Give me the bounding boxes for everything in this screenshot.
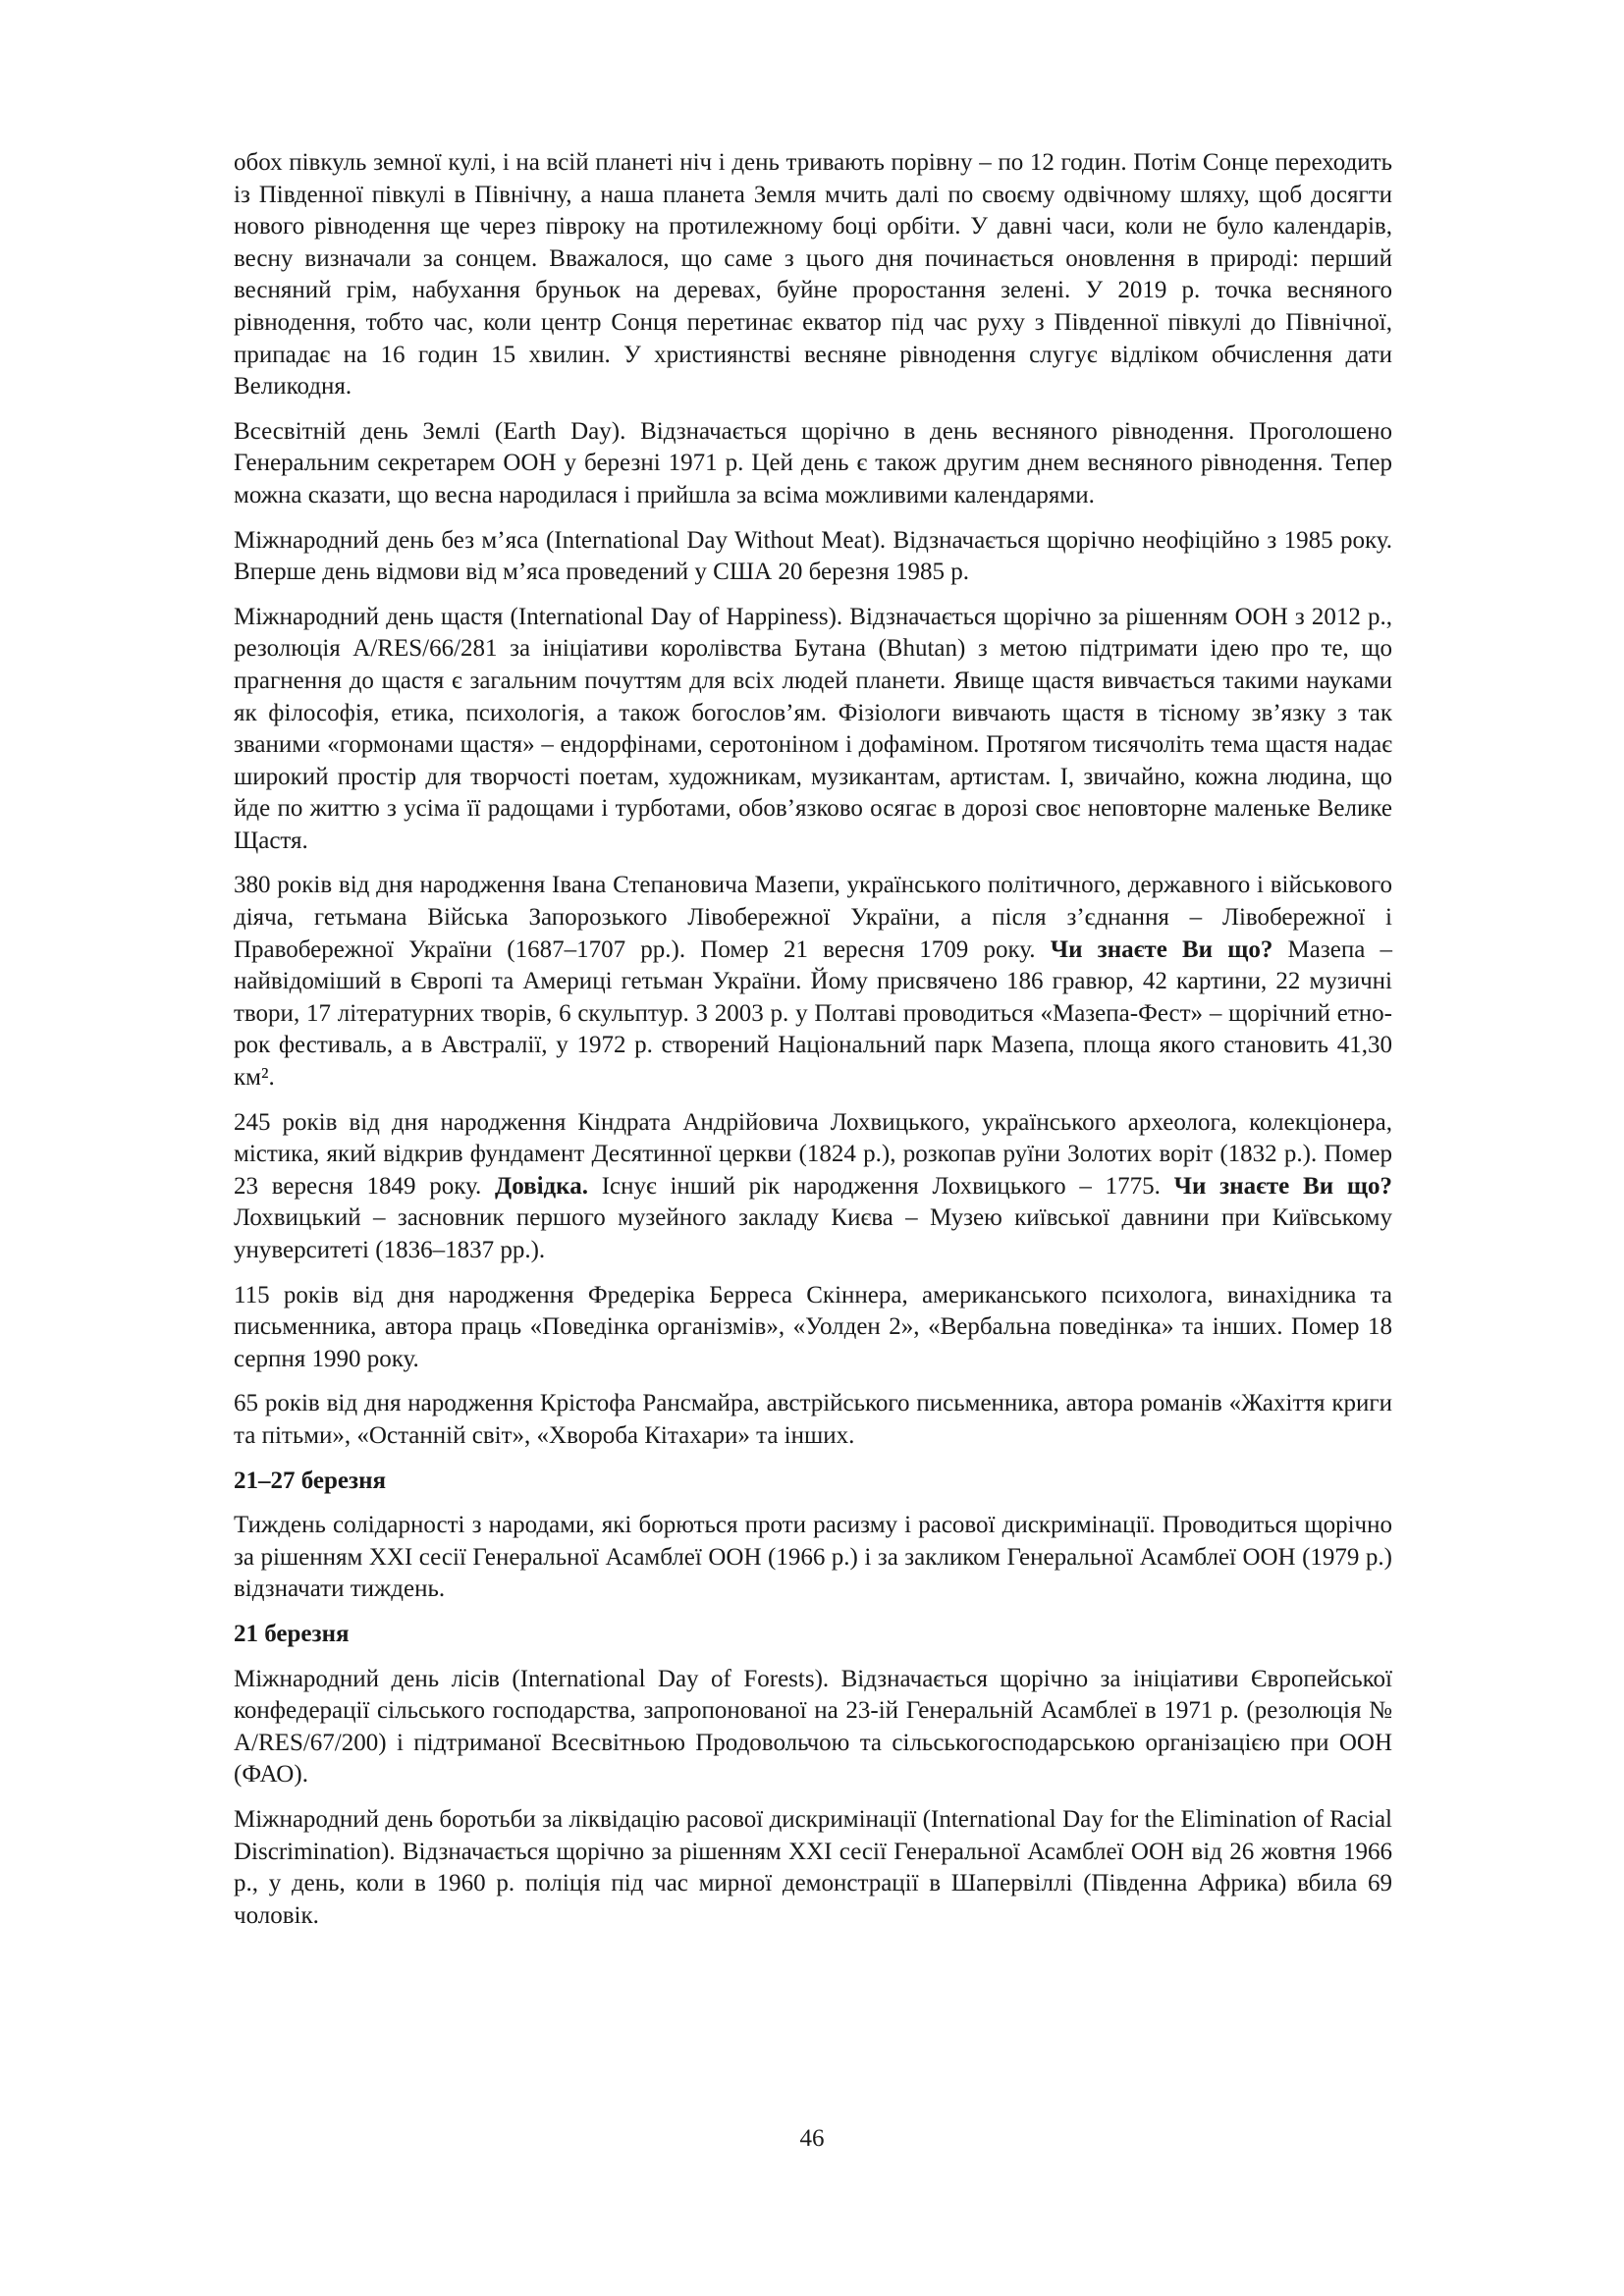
paragraph-lokhvytskyi xyxy=(234,1107,1392,1267)
lokhvytskyi-text-1: 245 років від дня народження Кіндрата Андрійовича Лохвицького, українського археолога, колекціонера, містика, який відкрив фундамент Десятинної церкви (1824 р.), розкопав руїни Золотих воріт (1832 р.). Помер 23 вересня 1849 року. xyxy=(234,1108,1392,1200)
paragraph-equinox: обох півкуль земної кулі, і на всій планеті ніч і день тривають порівну – по 12 годин. Потім Сонце переходить із Південної півкулі в Північну, а наша планета Земля мчить далі по своєму одвічному шляху, щоб досягти нового рівнодення ще через півроку на протилежному боці орбіти. У давні часи, коли не було календарів, весну визначали за сонцем. Вважалося, що саме з цього дня починається оновлення в природі: перший весняний грім, набухання бруньок на деревах, буйне проростання зелені. У 2019 р. точка весняного рівнодення, тобто час, коли центр Сонця перетинає екватор під час руху з Південної півкулі до Північної, припадає на 16 годин 15 хвилин. У християнстві весняне рівнодення слугує відліком обчислення дати Великодня. xyxy=(234,149,1392,400)
date-heading-21-march: 21 березня xyxy=(234,1620,350,1647)
date-heading-21-27-march: 21–27 березня xyxy=(234,1467,386,1494)
reference-label: Довідка. xyxy=(495,1172,588,1200)
paragraph-day-of-forests: Міжнародний день лісів (International Day of Forests). Відзначається щорічно за ініціативи Європейської конфедерації сільського господарства, запропонованої на 23-ій Генеральній Асамблеї в 1971 р. (резолюція № A/RES/67/200) і підтриманої Всесвітньою Продовольчою та сільськогосподарською організацією при ООН (ФАО). xyxy=(234,1665,1392,1789)
did-you-know-label: Чи знаєте Ви що? xyxy=(1173,1172,1392,1200)
paragraph-mazepa xyxy=(234,870,1392,1094)
page-number: 46 xyxy=(799,2125,825,2152)
document-body xyxy=(234,147,1392,1945)
mazepa-text-2: Мазепа – найвідоміший в Європі та Америці гетьман України. Йому присвячено 186 гравюр, 42 картини, 22 музичні твори, 17 літературних творів, 6 скульптур. З 2003 р. у Полтаві проводиться «Мазепа-Фест» – щорічний етно-рок фестиваль, а в Австралії, у 1972 р. створений Національний парк Мазепа, площа якого становить 41,30 км². xyxy=(234,935,1392,1092)
paragraph-racial-discrimination-day: Міжнародний день боротьби за ліквідацію расової дискримінації (International Day for the Elimination of Racial Discrimination). Відзначається щорічно за рішенням ХХІ сесії Генеральної Асамблеї ООН від 26 жовтня 1966 р., у день, коли в 1960 р. поліція під час мирної демонстрації в Шапервіллі (Південна Африка) вбила 69 чоловік. xyxy=(234,1805,1392,1929)
did-you-know-label: Чи знаєте Ви що? xyxy=(1050,935,1273,963)
paragraph-day-of-happiness: Міжнародний день щастя (International Day of Happiness). Відзначається щорічно за рішенням ООН з 2012 р., резолюція A/RES/66/281 за ініціативи королівства Бутана (Bhutan) з метою підтримати ідею про те, що прагнення до щастя є загальним почуттям для всіх людей планети. Явище щастя вивчається такими науками як філософія, етика, психологія, а також богослов’ям. Фізіологи вивчають щастя в тісному зв’язку з так званими «гормонами щастя» – ендорфінами, серотоніном і дофаміном. Протягом тисячоліть тема щастя надає широкий простір для творчості поетам, художникам, музикантам, артистам. І, звичайно, кожна людина, що йде по життю з усіма її радощами і турботами, обов’язково осягає в дорозі своє неповторне маленьке Велике Щастя. xyxy=(234,603,1392,854)
lokhvytskyi-text-2: Існує інший рік народження Лохвицького – 1775. xyxy=(587,1172,1174,1200)
mazepa-text-1: 380 років від дня народження Івана Степановича Мазепи, українського політичного, державного і військового діяча, гетьмана Війська Запорозького Лівобережної України, а після з’єднання – Лівобережної і Правобережної України (1687–1707 рр.). Помер 21 вересня 1709 року. xyxy=(234,872,1392,963)
paragraph-day-without-meat: Міжнародний день без м’яса (International Day Without Meat). Відзначається щорічно неофіційно з 1985 року. Вперше день відмови від м’яса проведений у США 20 березня 1985 р. xyxy=(234,526,1392,586)
paragraph-skinner: 115 років від дня народження Фредеріка Берреса Скіннера, американського психолога, винахідника та письменника, автора праць «Поведінка організмів», «Уолден 2», «Вербальна поведінка» та інших. Помер 18 серпня 1990 року. xyxy=(234,1281,1392,1372)
lokhvytskyi-text-3: Лохвицький – засновник першого музейного закладу Києва – Музею київської давнини при Київському унуверситеті (1836–1837 рр.). xyxy=(234,1204,1392,1263)
paragraph-solidarity-week: Тиждень солідарності з народами, які борються проти расизму і расової дискримінації. Проводиться щорічно за рішенням ХХІ сесії Генеральної Асамблеї ООН (1966 р.) і за закликом Генеральної Асамблеї ООН (1979 р.) відзначати тиждень. xyxy=(234,1512,1392,1603)
paragraph-earth-day: Всесвітній день Землі (Earth Day). Відзначається щорічно в день весняного рівнодення. Проголошено Генеральним секретарем ООН у березні 1971 р. Цей день є також другим днем весняного рівнодення. Тепер можна сказати, що весна народилася і прийшла за всіма можливими календарями. xyxy=(234,417,1392,508)
paragraph-ransmayr: 65 років від дня народження Крістофа Рансмайра, австрійського письменника, автора романів «Жахіття криги та пітьми», «Останній світ», «Хвороба Кітахари» та інших. xyxy=(234,1390,1392,1449)
